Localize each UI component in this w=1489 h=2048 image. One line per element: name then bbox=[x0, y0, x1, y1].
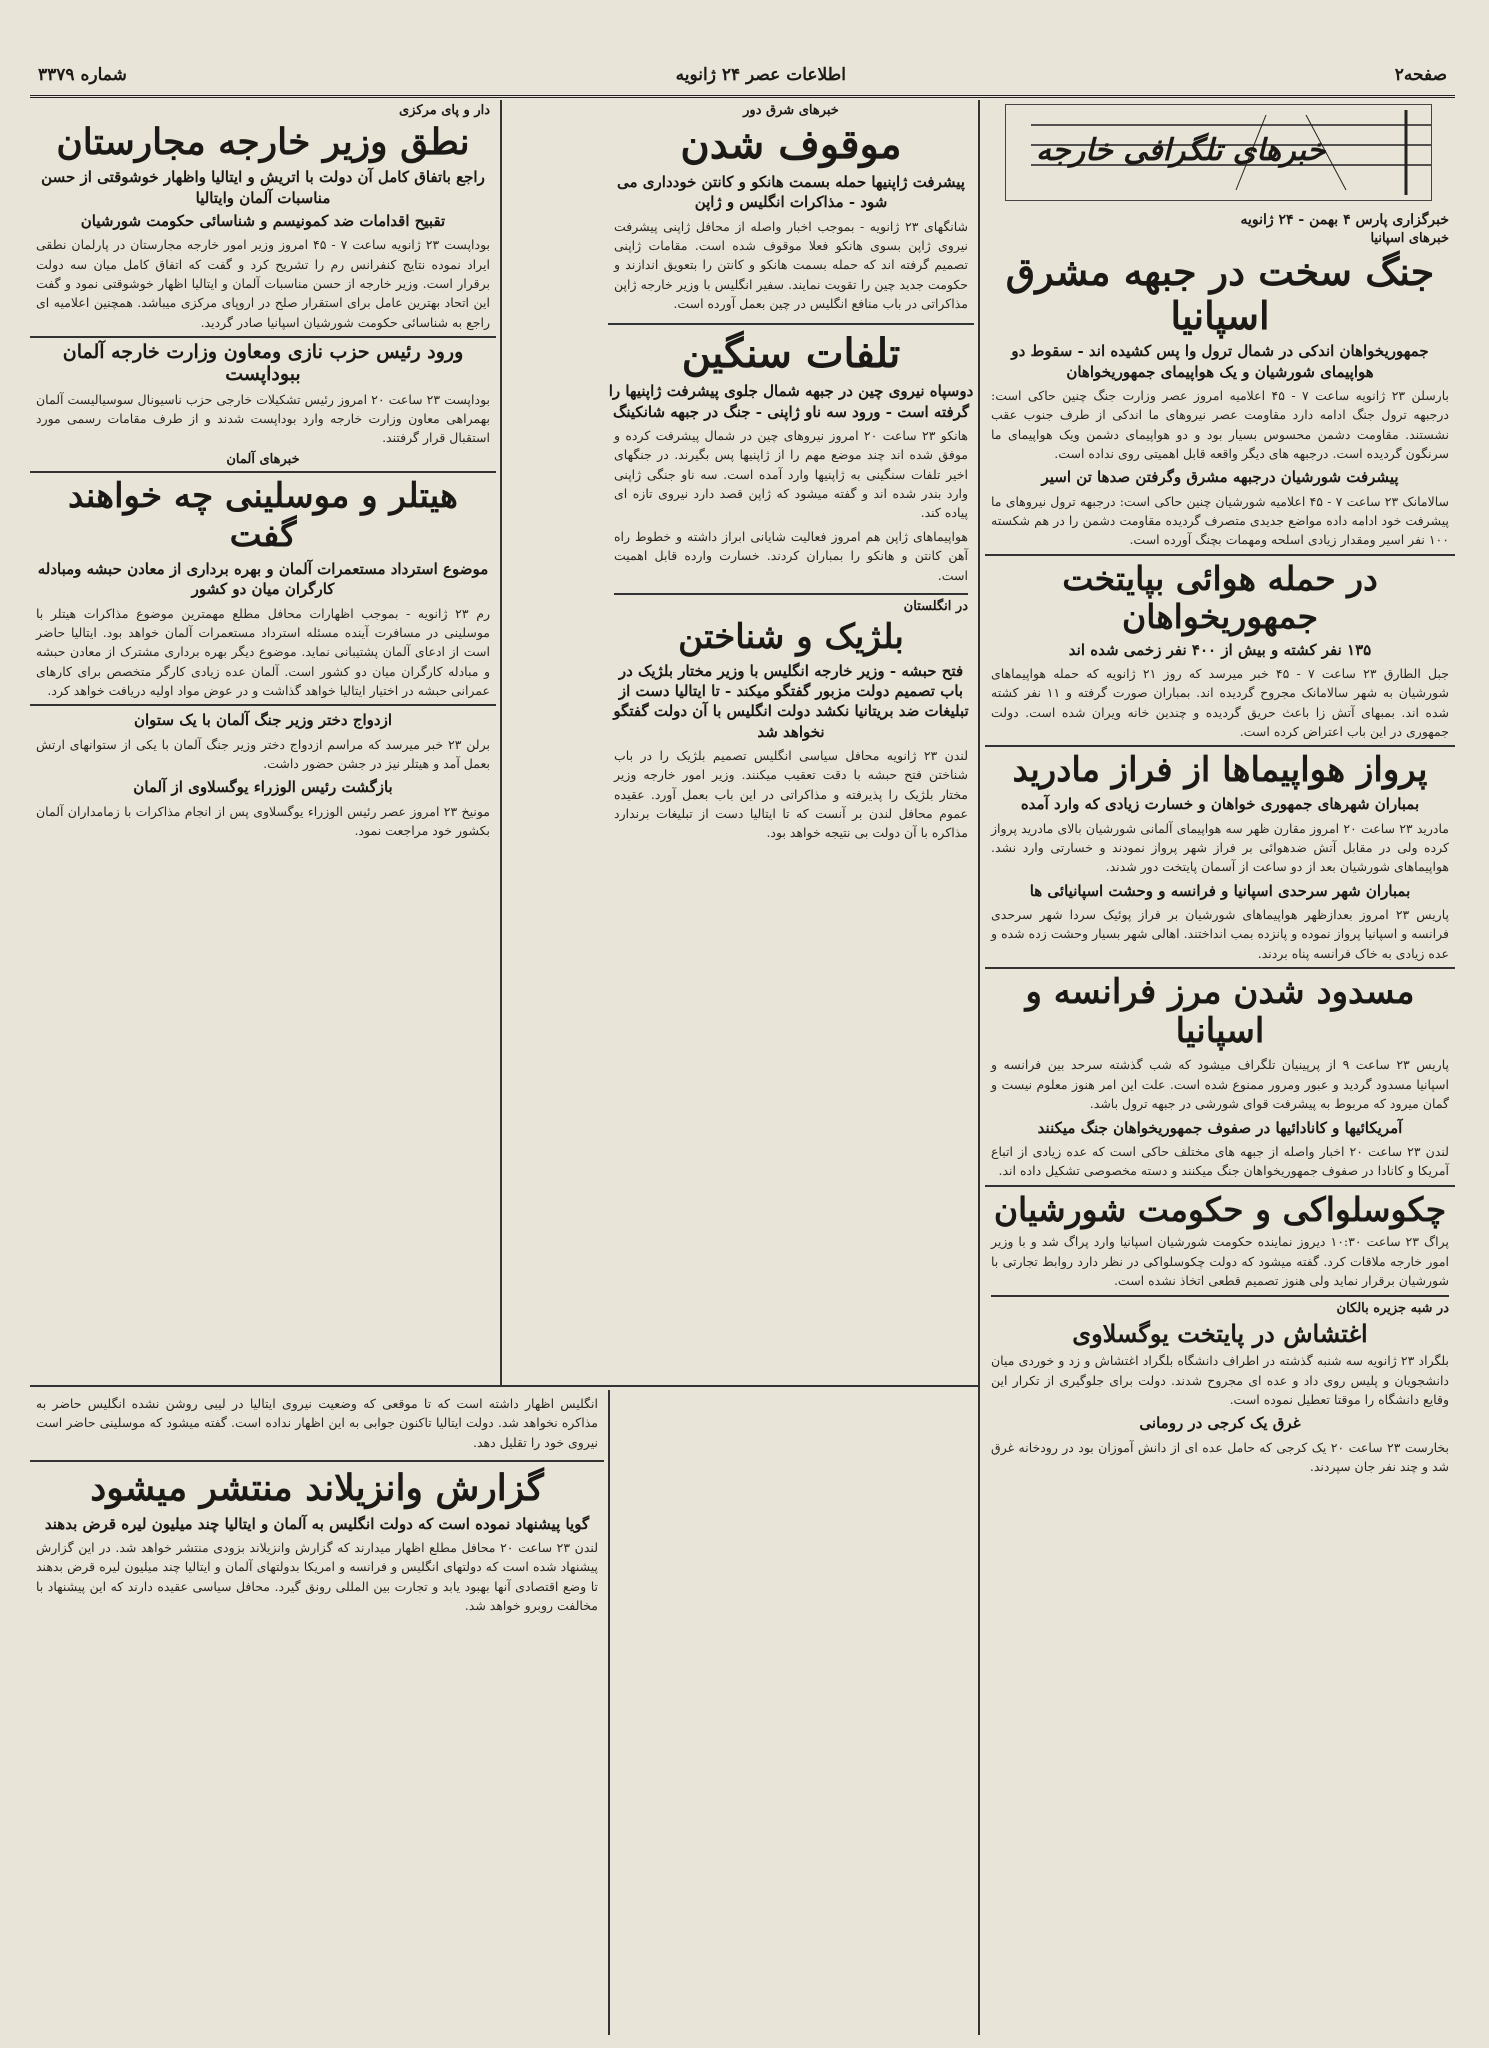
middle-column bbox=[608, 100, 974, 2030]
article-body: لندن ۲۳ ساعت ۲۰ اخبار واصله از جبهه های مختلف حاکی است که عده زیادی از اتباع آمریکا و کانادا در صفوف جمهوریخواهان جنگ میکنند و دسته مخصوصی تشکیل داده اند. bbox=[991, 1143, 1449, 1179]
article-body: برلن ۲۳ خبر میرسد که مراسم ازدواج دختر وزیر جنگ آلمان با یکی از ستوانهای ارتش بعمل آمد و هیتلر نیز در جشن حضور داشت. bbox=[36, 736, 490, 772]
subhead-abyssinia: فتح حبشه - وزیر خارجه انگلیس با وزیر مختار بلژیک در باب تصمیم دولت مزبور گفتگو میکند - تا ایتالیا دست از تبلیغات ضد بریتانیا نکشد دولت انگلیس با آن دولت گفتگو نخواهد شد bbox=[613, 661, 969, 741]
logo-title: خبرهای تلگرافی خارجه bbox=[1036, 133, 1326, 168]
right-column bbox=[985, 100, 1455, 2030]
column-rule-left bbox=[500, 100, 502, 1385]
foreign-telegraph-logo bbox=[1005, 104, 1432, 201]
column-rule-right bbox=[978, 100, 980, 2035]
paper-date: اطلاعات عصر ۲۴ ژانویه bbox=[675, 65, 846, 85]
headline-heavy-losses: تلفات سنگین bbox=[608, 323, 974, 377]
headline-spain-east: جنگ سخت در جبهه مشرق اسپانیا bbox=[1005, 249, 1435, 338]
subhead-volunteers: آمریکائیها و کانادائیها در صفوف جمهوریخواهان جنگ میکنند bbox=[1037, 1118, 1403, 1137]
article-body: جبل الطارق ۲۳ ساعت ۷ - ۴۵ خبر میرسد که روز ۲۱ ژانویه که حمله هواپیماهای شورشیان به شهر سالامانک مجروح گردیده اند. بمباران صورت گرفته و ۱۱ نفر کشته شده اند. بمبهای آتش زا باعث حریق گردیده و چندین خانه ویران شده است. دولت جمهوری در این باب اعتراض کرده است. bbox=[991, 665, 1449, 739]
article-body: هانکو ۲۳ ساعت ۲۰ امروز نیروهای چین در شمال پیشرفت کرده و موفق شده اند چند موضع مهم را از ژاپنیها پس بگیرند. در جنگهای اخیر تلفات سنگینی به ژاپنیها وارد آمده است. سه ناو جنگی ژاپنی وارد بندر شده اند و گفته میشود که ژاپن قصد دارد نیروی تازه ای پیاده کند. bbox=[614, 427, 968, 521]
section-far-east: خبرهای شرق دور bbox=[743, 103, 839, 118]
section-kicker-spain: خبرهای اسپانیا bbox=[1370, 231, 1449, 246]
article-body: بوداپست ۲۳ ساعت ۲۰ امروز رئیس تشکیلات خارجی حزب ناسیونال سوسیالیست آلمان بهمراهی معاون وزارت خارجه وارد بوداپست شدند و از طرف مقامات رسمی مورد استقبال قرار گرفتند. bbox=[36, 391, 491, 446]
page-label: صفحه۲ bbox=[1394, 65, 1447, 85]
headline-czechoslovakia: چکوسلواکی و حکومت شورشیان bbox=[985, 1185, 1455, 1229]
bottom-section bbox=[30, 1390, 604, 2030]
article-body: پاریس ۲۳ ساعت ۹ از پرپینیان تلگراف میشود که شب گذشته سرحد بین فرانسه و اسپانیا مسدود گردید و عبور ومرور ممنوع شده است. علت این امر هنوز معلوم نیست و گمان میرود که مربوط به پیشرفت قوای شورشی در جبهه ترول باشد. bbox=[991, 1057, 1449, 1112]
article-body: سالامانک ۲۳ ساعت ۷ - ۴۵ اعلامیه شورشیان چنین حاکی است: درجبهه ترول نیروهای ما پیشرفت خود ادامه داده مواضع جدیدی متصرف گردیده مقاومت دشمن را در هم شکسته ۱۰۰ نفر اسیر ومقدار زیادی اسلحه ومهمات بچنگ آورده است. bbox=[991, 493, 1450, 548]
subhead-border-town: بمباران شهر سرحدی اسپانیا و فرانسه و وحشت اسپانیائی ها bbox=[1029, 881, 1411, 900]
article-body: انگلیس اظهار داشته است که تا موقعی که وضعیت نیروی ایتالیا در لیبی روشن نشده انگلیس حاضر به مذاکره نخواهد شد. دولت ایتالیا تاکنون جوابی به این اظهار نداده است. گفته میشود که موسلینی حاضر است نیروی خود را تقلیل دهد. bbox=[36, 1396, 598, 1450]
article-body: مادرید ۲۳ ساعت ۲۰ امروز مقارن ظهر سه هواپیمای آلمانی شورشیان بالای مادرید پرواز کرده ولی در مقابل آتش ضدهوائی بر فراز شهر پرواز نمودند و خسارتی وارد نشد. هواپیماهای شورشیان بعد از دو ساعت از آسمان پایتخت دور شدند. bbox=[991, 820, 1449, 875]
subhead-japan-advance: پیشرفت ژاپنیها حمله بسمت هانکو و کانتن خودداری می شود - مذاکرات انگلیس و ژاپن bbox=[617, 173, 965, 212]
section-central-europe: دار و پای مرکزی bbox=[399, 103, 490, 118]
section-england: در انگلستان bbox=[614, 593, 968, 614]
subhead-wedding: ازدواج دختر وزیر جنگ آلمان با یک ستوان bbox=[30, 704, 496, 730]
subhead-romania-boat: غرق یک کرجی در رومانی bbox=[1139, 1414, 1301, 1433]
subhead-bombing: بمباران شهرهای جمهوری خواهان و خسارت زیادی که وارد آمده bbox=[1020, 795, 1420, 814]
section-germany: خبرهای آلمان bbox=[226, 451, 300, 467]
subhead-casualties: ۱۳۵ نفر کشته و بیش از ۴۰۰ نفر زخمی شده اند bbox=[1068, 640, 1372, 659]
headline-nazi-visit: ورود رئیس حزب نازی ومعاون وزارت خارجه آلمان ببوداپست bbox=[30, 336, 496, 386]
article-body: بخارست ۲۳ ساعت ۲۰ یک کرجی که حامل عده ای از دانش آموزان بود در رودخانه غرق شد و چند نفر جان سپردند. bbox=[991, 1439, 1449, 1474]
article-body: رم ۲۳ ژانویه - بموجب اظهارات محافل مطلع مهمترین موضوع مذاکرات هیتلر با موسلینی در مسافرت آینده مسئله استرداد مستعمرات آلمان خواهد بود. ایتالیا حاضر است از ادعای آلمان پشتیبانی نماید. موضوع دیگر بهره برداری مشترک از معادن حبشه و مبادله کارگران میان دو کشور است. آلمان عده زیادی کارگر متخصص برای کارهای عمرانی حبشه در اختیار ایتالیا خواهد گذاشت و در عوض مواد اولیه دریافت خواهد کرد. bbox=[36, 605, 491, 699]
article-body: پراگ ۲۳ ساعت ۱۰:۳۰ دیروز نماینده حکومت شورشیان اسپانیا وارد پراگ شد و با وزیر امور خارجه ملاقات کرد. گفته میشود که دولت چکوسلواکی در نظر دارد روابط تجارتی با شورشیان برقرار نماید ولی هنوز تصمیم قطعی اتخاذ نشده است. bbox=[991, 1234, 1450, 1289]
section-kicker-balkans: در شبه جزیره بالکان bbox=[991, 1295, 1449, 1316]
article-body: مونیخ ۲۳ امروز عصر رئیس الوزراء یوگسلاوی پس از انجام مذاکرات با زمامداران آلمان بکشور خود مراجعت نمود. bbox=[36, 803, 490, 839]
subhead-anti-communism: تقبیح اقدامات ضد کمونیسم و شناسائی حکومت شورشیان bbox=[80, 211, 446, 230]
headline-hungary-speech: نطق وزیر خارجه مجارستان bbox=[56, 121, 470, 163]
masthead bbox=[30, 55, 1455, 98]
article-body: لندن ۲۳ ژانویه محافل سیاسی انگلیس تصمیم بلژیک را در باب شناختن فتح حبشه با دقت تعقیب میکنند. وزیر امور خارجه وزیر مختار بلژیک را پذیرفته و مذاکراتی در این باب بعمل آورد. عقیده عموم محافل لندن بر آنست که تا ایتالیا دست از تبلیغات برندارد مذاکره با آن دولت بی نتیجه خواهد بود. bbox=[614, 747, 968, 841]
newspaper-page bbox=[30, 55, 1455, 2030]
headline-van-zeeland: گزارش وانزیلاند منتشر میشود bbox=[30, 1460, 604, 1509]
article-body: بارسلن ۲۳ ژانویه ساعت ۷ - ۴۵ اعلامیه امروز عصر وزارت جنگ چنین حاکی است: درجبهه ترول جنگ ادامه دارد مقاومت عصر نیروهای ما اندکی از طرف جنوب عقب نشستند. مقاومت دشمن محسوس بسیار بود و دو هواپیمای دشمن ویک هواپیمای ما سرنگون گردیده است. درجبهه های دیگر واقعه قابل اهمیتی روی نداده است. bbox=[991, 387, 1450, 461]
subhead-hungary-agreement: راجع باتفاق کامل آن دولت با اتریش و ایتالیا واظهار خوشوقتی از حسن مناسبات آلمان وایتالیا bbox=[41, 168, 485, 207]
article-body: هواپیماهای ژاپن هم امروز فعالیت شایانی ابراز داشته و خطوط راه آهن کانتن و هانکو را بمباران کردند. خسارت وارده قابل اهمیت است. bbox=[614, 528, 968, 583]
dateline: خبرگزاری پارس ۴ بهمن - ۲۴ ژانویه bbox=[1240, 212, 1449, 228]
headline-air-raid: در حمله هوائی بپایتخت جمهوریخواهان bbox=[985, 554, 1455, 636]
article-body: پاریس ۲۳ امروز بعدازظهر هواپیماهای شورشیان بر فراز پوئیک سردا شهر سرحدی فرانسه و اسپانیا پرواز نموده و پانزده بمب انداختند. اهالی شهر بسیار وحشت زده شده و عده زیادی به خاک فرانسه پناه بردند. bbox=[991, 907, 1450, 961]
subhead-spain-east: جمهوریخواهان اندکی در شمال ترول وا پس کشیده اند - سقوط دو هواپیمای شورشیان و یک هواپیمای جمهوریخواهان bbox=[1011, 342, 1429, 381]
article-body: لندن ۲۳ ساعت ۲۰ محافل مطلع اظهار میدارند که گزارش وانزیلاند بزودی منتشر خواهد شد. در این گزارش پیشنهاد شده است که دولتهای انگلیس و فرانسه و امریکا بدولتهای آلمان و ایتالیا چند میلیون لیره قرض بدهند تا وضع اقتصادی آنها بهبود یابد و تجارت بین المللی رونق گیرد. محافل سیاسی عقیده دارند که این پیشنهاد با مخالفت روبرو خواهد شد. bbox=[36, 1539, 599, 1613]
subhead-yugoslav-pm: بازگشت رئیس الوزراء یوگسلاوی از آلمان bbox=[133, 778, 393, 797]
article-body: بلگراد ۲۳ ژانویه سه شنبه گذشته در اطراف دانشگاه بلگراد اغتشاش و زد و خوردی میان دانشجویان و پلیس روی داد و عده ای مجروح شدند. دولت برای جلوگیری از تکرار این وقایع دانشگاه را موقتا تعطیل نموده است. bbox=[991, 1353, 1449, 1407]
issue-number: شماره ۳۳۷۹ bbox=[38, 65, 127, 85]
headline-border-closed: مسدود شدن مرز فرانسه و اسپانیا bbox=[985, 967, 1455, 1051]
headline-madrid-flights: پرواز هواپیماها از فراز مادرید bbox=[985, 745, 1455, 790]
left-column bbox=[30, 100, 496, 1382]
headline-hitler-mussolini: هیتلر و موسلینی چه خواهند گفت bbox=[30, 471, 496, 555]
subhead-colonies: موضوع استرداد مستعمرات آلمان و بهره برداری از معادن حبشه ومبادله کارگران میان دو کشور bbox=[37, 560, 489, 599]
headline-belgium: بلژیک و شناختن bbox=[678, 616, 904, 657]
headline-belgrade-unrest: اغتشاش در پایتخت یوگسلاوی bbox=[1072, 1318, 1368, 1348]
headline-halted: موقوف شدن bbox=[680, 121, 902, 168]
article-body: بوداپست ۲۳ ژانویه ساعت ۷ - ۴۵ امروز وزیر امور خارجه مجارستان در پارلمان نطقی ایراد نموده نتایج کنفرانس رم را تشریح کرد و گفت که اتفاق کامل میان سه دولت برقرار است. وزیر خارجه از حسن مناسبات آلمان و ایتالیا اظهار خوشوقتی نمود و گفت این اتحاد بهترین عامل برای استقرار صلح در اروپای مرکزی میباشد. همچنین اعلامیه ای راجع به شناسائی حکومت شورشیان اسپانیا صادر گردید. bbox=[36, 237, 491, 330]
subhead-china-front: دوسپاه نیروی چین در جبهه شمال جلوی پیشرفت ژاپنیها را گرفته است - ورود سه ناو ژاپنی - جنگ در جبهه شانکینگ bbox=[608, 382, 974, 421]
article-body: شانگهای ۲۳ ژانویه - بموجب اخبار واصله از محافل ژاپنی پیشرفت نیروی ژاپن بسوی هانکو فعلا موقوف شده است. مقامات ژاپنی تصمیم گرفته اند که حمله بسمت هانکو و کانتن را بتعویق اندازند و حکومت جدید چین را تقویت نمایند. سفیر انگلیس با وزیر خارجه ژاپن مذاکراتی در باب منافع انگلیس در چین بعمل آورده است. bbox=[614, 218, 968, 311]
subhead-rebel-advance: پیشرفت شورشیان درجبهه مشرق وگرفتن صدها تن اسیر bbox=[1041, 468, 1399, 487]
subhead-loan: گویا پیشنهاد نموده است که دولت انگلیس به آلمان و ایتالیا چند میلیون لیره قرض بدهند bbox=[44, 1514, 590, 1533]
